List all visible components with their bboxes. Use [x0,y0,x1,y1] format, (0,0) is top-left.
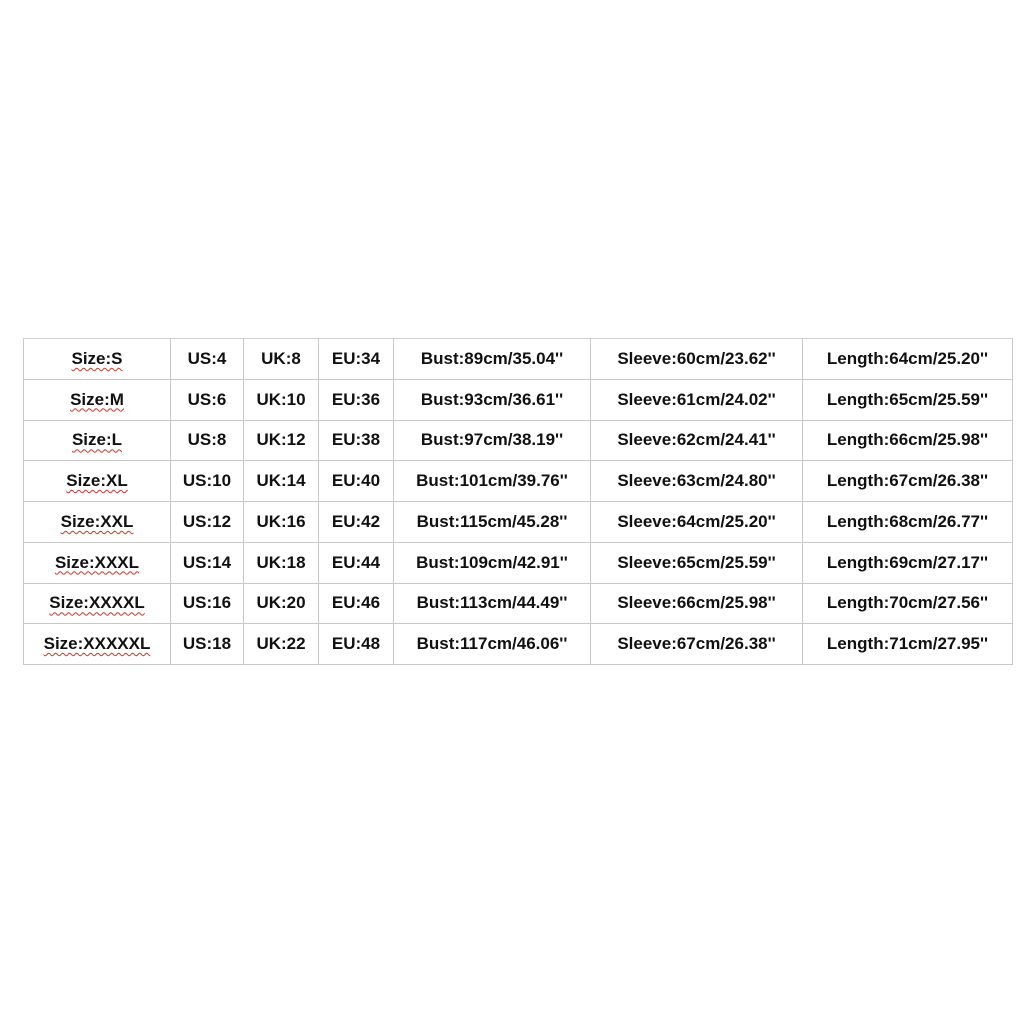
length-cell: Length:65cm/25.59'' [803,379,1013,420]
size-label: Size:XXXXL [49,593,145,613]
length-cell: Length:67cm/26.38'' [803,461,1013,502]
us-size-cell: US:18 [171,624,244,665]
table-row [24,542,1013,583]
size-cell [24,339,171,380]
size-cell [24,542,171,583]
length-cell: Length:70cm/27.56'' [803,583,1013,624]
size-chart-table [23,338,1013,665]
uk-size-cell: UK:22 [244,624,319,665]
us-size-cell: US:10 [171,461,244,502]
uk-size-cell: UK:18 [244,542,319,583]
us-size-cell: US:12 [171,502,244,543]
eu-size-cell: EU:40 [319,461,394,502]
length-cell: Length:66cm/25.98'' [803,420,1013,461]
us-size-cell: US:4 [171,339,244,380]
eu-size-cell: EU:48 [319,624,394,665]
size-cell [24,502,171,543]
sleeve-cell: Sleeve:65cm/25.59'' [591,542,803,583]
uk-size-cell: UK:10 [244,379,319,420]
table-row [24,420,1013,461]
us-size-cell: US:16 [171,583,244,624]
size-label: Size:XXL [60,511,134,531]
bust-cell: Bust:113cm/44.49'' [394,583,591,624]
table-row [24,379,1013,420]
table-row [24,583,1013,624]
table-row [24,339,1013,380]
size-cell [24,379,171,420]
eu-size-cell: EU:38 [319,420,394,461]
eu-size-cell: EU:42 [319,502,394,543]
size-cell [24,461,171,502]
size-cell [24,583,171,624]
uk-size-cell: UK:12 [244,420,319,461]
bust-cell: Bust:117cm/46.06'' [394,624,591,665]
bust-cell: Bust:97cm/38.19'' [394,420,591,461]
length-cell: Length:69cm/27.17'' [803,542,1013,583]
us-size-cell: US:14 [171,542,244,583]
sleeve-cell: Sleeve:64cm/25.20'' [591,502,803,543]
uk-size-cell: UK:16 [244,502,319,543]
sleeve-cell: Sleeve:66cm/25.98'' [591,583,803,624]
eu-size-cell: EU:46 [319,583,394,624]
size-label: Size:XXXXXL [43,634,151,654]
size-cell [24,420,171,461]
size-label: Size:XL [66,471,128,491]
size-label: Size:XXXL [54,552,140,572]
bust-cell: Bust:101cm/39.76'' [394,461,591,502]
sleeve-cell: Sleeve:63cm/24.80'' [591,461,803,502]
eu-size-cell: EU:34 [319,339,394,380]
bust-cell: Bust:89cm/35.04'' [394,339,591,380]
eu-size-cell: EU:44 [319,542,394,583]
sleeve-cell: Sleeve:60cm/23.62'' [591,339,803,380]
table-row [24,502,1013,543]
us-size-cell: US:8 [171,420,244,461]
length-cell: Length:68cm/26.77'' [803,502,1013,543]
bust-cell: Bust:109cm/42.91'' [394,542,591,583]
size-label: Size:S [71,348,123,368]
table-row [24,461,1013,502]
table-row [24,624,1013,665]
size-label: Size:L [71,430,123,450]
bust-cell: Bust:115cm/45.28'' [394,502,591,543]
sleeve-cell: Sleeve:67cm/26.38'' [591,624,803,665]
length-cell: Length:64cm/25.20'' [803,339,1013,380]
eu-size-cell: EU:36 [319,379,394,420]
size-cell [24,624,171,665]
sleeve-cell: Sleeve:62cm/24.41'' [591,420,803,461]
uk-size-cell: UK:14 [244,461,319,502]
bust-cell: Bust:93cm/36.61'' [394,379,591,420]
uk-size-cell: UK:20 [244,583,319,624]
sleeve-cell: Sleeve:61cm/24.02'' [591,379,803,420]
us-size-cell: US:6 [171,379,244,420]
uk-size-cell: UK:8 [244,339,319,380]
length-cell: Length:71cm/27.95'' [803,624,1013,665]
size-label: Size:M [70,389,124,409]
